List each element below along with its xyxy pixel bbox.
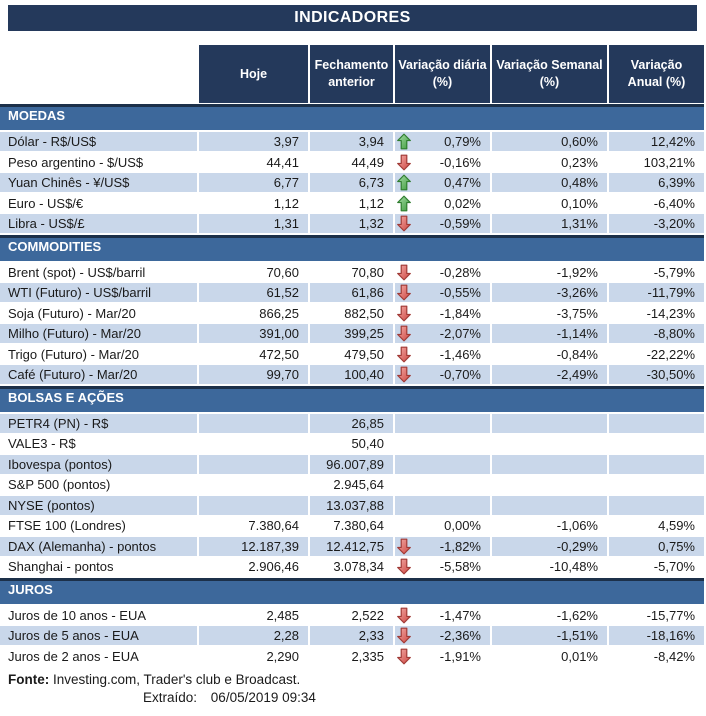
variacao-diaria-cell bbox=[395, 304, 490, 323]
hoje-value bbox=[199, 434, 308, 453]
indicator-label: Juros de 2 anos - EUA bbox=[0, 647, 197, 666]
variacao-diaria-value: -1,84% bbox=[439, 305, 481, 321]
indicator-label: Trigo (Futuro) - Mar/20 bbox=[0, 345, 197, 364]
source-line bbox=[0, 672, 706, 687]
variacao-diaria-value: -2,36% bbox=[439, 628, 481, 643]
variacao-diaria-value: -1,91% bbox=[439, 648, 481, 664]
down-arrow-icon bbox=[397, 366, 411, 383]
hoje-value: 391,00 bbox=[199, 324, 308, 343]
fechamento-anterior-value: 96.007,89 bbox=[310, 455, 393, 474]
fechamento-anterior-value: 26,85 bbox=[310, 414, 393, 433]
variacao-semanal-value: -3,26% bbox=[492, 283, 607, 302]
variacao-anual-value: -11,79% bbox=[609, 283, 704, 302]
fechamento-anterior-value: 1,12 bbox=[310, 194, 393, 213]
column-header-hoje bbox=[199, 45, 308, 103]
variacao-diaria-cell bbox=[395, 516, 490, 535]
fechamento-anterior-value: 6,73 bbox=[310, 173, 393, 192]
indicator-label: Shanghai - pontos bbox=[0, 557, 197, 576]
variacao-anual-value: -30,50% bbox=[609, 365, 704, 384]
hoje-value bbox=[199, 475, 308, 494]
variacao-semanal-value: -1,62% bbox=[492, 606, 607, 625]
fechamento-anterior-value: 50,40 bbox=[310, 434, 393, 453]
hoje-value: 2.906,46 bbox=[199, 557, 308, 576]
variacao-semanal-value: -0,29% bbox=[492, 537, 607, 556]
indicator-row bbox=[0, 153, 704, 172]
variacao-anual-value bbox=[609, 496, 704, 515]
fechamento-anterior-value: 44,49 bbox=[310, 153, 393, 172]
down-arrow-icon bbox=[397, 284, 411, 301]
indicator-row bbox=[0, 626, 704, 645]
down-arrow-icon bbox=[397, 215, 411, 232]
extracted-label: Extraído: bbox=[143, 689, 198, 705]
hoje-value: 472,50 bbox=[199, 345, 308, 364]
hoje-value: 2,28 bbox=[199, 626, 308, 645]
variacao-diaria-cell bbox=[395, 626, 490, 645]
variacao-semanal-value: -1,92% bbox=[492, 263, 607, 282]
fechamento-anterior-value: 13.037,88 bbox=[310, 496, 393, 515]
fechamento-anterior-value: 399,25 bbox=[310, 324, 393, 343]
variacao-semanal-value: -3,75% bbox=[492, 304, 607, 323]
variacao-diaria-value: 0,00% bbox=[444, 518, 481, 533]
variacao-diaria-value: -0,59% bbox=[439, 216, 481, 231]
variacao-anual-value bbox=[609, 434, 704, 453]
hoje-value: 1,31 bbox=[199, 214, 308, 233]
indicator-label: Juros de 10 anos - EUA bbox=[0, 606, 197, 625]
variacao-semanal-value: -1,14% bbox=[492, 324, 607, 343]
fechamento-anterior-value: 2,335 bbox=[310, 647, 393, 666]
indicator-row bbox=[0, 455, 704, 474]
indicator-label: NYSE (pontos) bbox=[0, 496, 197, 515]
variacao-diaria-cell bbox=[395, 324, 490, 343]
indicator-label: WTI (Futuro) - US$/barril bbox=[0, 283, 197, 302]
variacao-diaria-value: 0,02% bbox=[444, 195, 481, 211]
column-header-label: Fechamento bbox=[314, 58, 389, 73]
section-header-moedas: MOEDAS bbox=[0, 104, 704, 130]
fechamento-anterior-value: 3,94 bbox=[310, 132, 393, 151]
indicator-label: FTSE 100 (Londres) bbox=[0, 516, 197, 535]
fechamento-anterior-value: 1,32 bbox=[310, 214, 393, 233]
hoje-value bbox=[199, 496, 308, 515]
indicator-label: DAX (Alemanha) - pontos bbox=[0, 537, 197, 556]
fechamento-anterior-value: 882,50 bbox=[310, 304, 393, 323]
indicators-table bbox=[0, 45, 704, 666]
variacao-anual-value: -8,42% bbox=[609, 647, 704, 666]
hoje-value: 70,60 bbox=[199, 263, 308, 282]
source-label: Fonte: bbox=[8, 671, 50, 687]
column-header-variacao-diaria: Variação diária (%) bbox=[395, 45, 490, 103]
fechamento-anterior-value: 479,50 bbox=[310, 345, 393, 364]
indicator-row bbox=[0, 537, 704, 556]
variacao-diaria-value: -5,58% bbox=[439, 559, 481, 574]
hoje-value bbox=[199, 414, 308, 433]
indicator-label: Ibovespa (pontos) bbox=[0, 455, 197, 474]
variacao-semanal-value: 0,01% bbox=[492, 647, 607, 666]
indicator-row bbox=[0, 173, 704, 192]
variacao-anual-value: 103,21% bbox=[609, 153, 704, 172]
up-arrow-icon bbox=[397, 133, 411, 150]
variacao-anual-value: -14,23% bbox=[609, 304, 704, 323]
fechamento-anterior-value: 2.945,64 bbox=[310, 475, 393, 494]
table-body bbox=[0, 104, 704, 666]
variacao-diaria-value: -1,46% bbox=[439, 346, 481, 362]
indicator-label: Dólar - R$/US$ bbox=[0, 132, 197, 151]
hoje-value: 1,12 bbox=[199, 194, 308, 213]
fechamento-anterior-value: 2,522 bbox=[310, 606, 393, 625]
variacao-semanal-value: 0,48% bbox=[492, 173, 607, 192]
variacao-anual-value: 0,75% bbox=[609, 537, 704, 556]
variacao-diaria-value: 0,79% bbox=[444, 134, 481, 149]
variacao-semanal-value: -2,49% bbox=[492, 365, 607, 384]
variacao-diaria-cell bbox=[395, 537, 490, 556]
fechamento-anterior-value: 3.078,34 bbox=[310, 557, 393, 576]
down-arrow-icon bbox=[397, 607, 411, 624]
variacao-diaria-cell bbox=[395, 283, 490, 302]
indicator-row bbox=[0, 516, 704, 535]
hoje-value: 3,97 bbox=[199, 132, 308, 151]
variacao-semanal-value bbox=[492, 475, 607, 494]
variacao-diaria-cell bbox=[395, 263, 490, 282]
down-arrow-icon bbox=[397, 538, 411, 555]
variacao-diaria-value: 0,47% bbox=[444, 175, 481, 190]
variacao-semanal-value: 0,10% bbox=[492, 194, 607, 213]
fechamento-anterior-value: 7.380,64 bbox=[310, 516, 393, 535]
fechamento-anterior-value: 61,86 bbox=[310, 283, 393, 302]
variacao-anual-value: 6,39% bbox=[609, 173, 704, 192]
indicator-row bbox=[0, 557, 704, 576]
hoje-value: 12.187,39 bbox=[199, 537, 308, 556]
indicator-label: Juros de 5 anos - EUA bbox=[0, 626, 197, 645]
hoje-value: 6,77 bbox=[199, 173, 308, 192]
indicator-row bbox=[0, 214, 704, 233]
variacao-diaria-value: -0,55% bbox=[439, 285, 481, 300]
column-header-variacao-semanal: Variação Semanal (%) bbox=[492, 45, 607, 103]
indicator-row bbox=[0, 324, 704, 343]
variacao-anual-value bbox=[609, 455, 704, 474]
variacao-semanal-value bbox=[492, 414, 607, 433]
variacao-diaria-value: -0,70% bbox=[439, 367, 481, 382]
up-arrow-icon bbox=[397, 195, 411, 212]
report-title: INDICADORES bbox=[8, 5, 697, 31]
variacao-semanal-value bbox=[492, 496, 607, 515]
down-arrow-icon bbox=[397, 325, 411, 342]
indicator-row bbox=[0, 365, 704, 384]
section-header-juros: JUROS bbox=[0, 578, 704, 604]
down-arrow-icon bbox=[397, 346, 411, 363]
variacao-anual-value: -3,20% bbox=[609, 214, 704, 233]
variacao-anual-value: -22,22% bbox=[609, 345, 704, 364]
variacao-diaria-cell bbox=[395, 132, 490, 151]
indicator-row bbox=[0, 606, 704, 625]
fechamento-anterior-value: 12.412,75 bbox=[310, 537, 393, 556]
variacao-diaria-cell bbox=[395, 557, 490, 576]
indicator-label: Soja (Futuro) - Mar/20 bbox=[0, 304, 197, 323]
indicator-label: Euro - US$/€ bbox=[0, 194, 197, 213]
down-arrow-icon bbox=[397, 154, 411, 171]
indicator-label: Café (Futuro) - Mar/20 bbox=[0, 365, 197, 384]
hoje-value: 61,52 bbox=[199, 283, 308, 302]
variacao-semanal-value: -1,06% bbox=[492, 516, 607, 535]
indicator-row bbox=[0, 283, 704, 302]
indicator-row bbox=[0, 132, 704, 151]
variacao-anual-value: 4,59% bbox=[609, 516, 704, 535]
variacao-diaria-value: -0,16% bbox=[439, 154, 481, 170]
column-header-row bbox=[0, 45, 704, 103]
column-header-label: Variação Semanal bbox=[496, 58, 603, 73]
variacao-diaria-value: -1,82% bbox=[439, 538, 481, 554]
down-arrow-icon bbox=[397, 627, 411, 644]
down-arrow-icon bbox=[397, 264, 411, 281]
report-footer bbox=[0, 672, 706, 705]
section-header-commodities: COMMODITIES bbox=[0, 235, 704, 261]
indicator-label: Milho (Futuro) - Mar/20 bbox=[0, 324, 197, 343]
variacao-anual-value bbox=[609, 475, 704, 494]
variacao-diaria-cell bbox=[395, 496, 490, 515]
variacao-anual-value: -15,77% bbox=[609, 606, 704, 625]
down-arrow-icon bbox=[397, 305, 411, 322]
hoje-value: 2,485 bbox=[199, 606, 308, 625]
extracted-line bbox=[0, 690, 706, 705]
hoje-value: 2,290 bbox=[199, 647, 308, 666]
column-header-fechamento-anterior: Fechamento anterior bbox=[310, 45, 393, 103]
section-header-bolsas-e-acoes: BOLSAS E AÇÕES bbox=[0, 386, 704, 412]
variacao-diaria-cell bbox=[395, 345, 490, 364]
indicator-label: Yuan Chinês - ¥/US$ bbox=[0, 173, 197, 192]
variacao-anual-value: -5,79% bbox=[609, 263, 704, 282]
column-header-label: Hoje bbox=[239, 66, 268, 81]
variacao-diaria-cell bbox=[395, 173, 490, 192]
indicator-row bbox=[0, 194, 704, 213]
variacao-semanal-value: 1,31% bbox=[492, 214, 607, 233]
variacao-diaria-cell bbox=[395, 606, 490, 625]
fechamento-anterior-value: 100,40 bbox=[310, 365, 393, 384]
indicator-row bbox=[0, 345, 704, 364]
variacao-diaria-cell bbox=[395, 194, 490, 213]
hoje-value: 99,70 bbox=[199, 365, 308, 384]
variacao-diaria-value: -0,28% bbox=[439, 264, 481, 280]
column-header-label: Variação bbox=[630, 58, 683, 73]
indicator-label: PETR4 (PN) - R$ bbox=[0, 414, 197, 433]
indicator-row bbox=[0, 434, 704, 453]
indicator-label: Brent (spot) - US$/barril bbox=[0, 263, 197, 282]
hoje-value bbox=[199, 455, 308, 474]
variacao-diaria-cell bbox=[395, 434, 490, 453]
header-spacer bbox=[0, 45, 197, 103]
hoje-value: 7.380,64 bbox=[199, 516, 308, 535]
column-header-variacao-anual: Variação Anual (%) bbox=[609, 45, 704, 103]
variacao-anual-value: -5,70% bbox=[609, 557, 704, 576]
hoje-value: 44,41 bbox=[199, 153, 308, 172]
variacao-semanal-value: -1,51% bbox=[492, 626, 607, 645]
variacao-diaria-value: -1,47% bbox=[439, 607, 481, 623]
variacao-diaria-cell bbox=[395, 647, 490, 666]
variacao-semanal-value: 0,23% bbox=[492, 153, 607, 172]
variacao-semanal-value: -0,84% bbox=[492, 345, 607, 364]
variacao-anual-value bbox=[609, 414, 704, 433]
indicator-label: Libra - US$/£ bbox=[0, 214, 197, 233]
variacao-diaria-value: -2,07% bbox=[439, 326, 481, 341]
down-arrow-icon bbox=[397, 648, 411, 665]
indicator-row bbox=[0, 414, 704, 433]
variacao-anual-value: 12,42% bbox=[609, 132, 704, 151]
indicator-label: Peso argentino - $/US$ bbox=[0, 153, 197, 172]
variacao-semanal-value: 0,60% bbox=[492, 132, 607, 151]
fechamento-anterior-value: 2,33 bbox=[310, 626, 393, 645]
fechamento-anterior-value: 70,80 bbox=[310, 263, 393, 282]
indicator-label: VALE3 - R$ bbox=[0, 434, 197, 453]
variacao-semanal-value: -10,48% bbox=[492, 557, 607, 576]
variacao-semanal-value bbox=[492, 434, 607, 453]
indicator-label: S&P 500 (pontos) bbox=[0, 475, 197, 494]
indicator-row bbox=[0, 647, 704, 666]
variacao-diaria-cell bbox=[395, 455, 490, 474]
indicator-row bbox=[0, 496, 704, 515]
indicator-row bbox=[0, 304, 704, 323]
up-arrow-icon bbox=[397, 174, 411, 191]
variacao-anual-value: -18,16% bbox=[609, 626, 704, 645]
variacao-diaria-cell bbox=[395, 475, 490, 494]
source-text: Investing.com, Trader's club e Broadcast. bbox=[53, 671, 301, 687]
down-arrow-icon bbox=[397, 558, 411, 575]
variacao-diaria-cell bbox=[395, 153, 490, 172]
indicator-row bbox=[0, 475, 704, 494]
variacao-anual-value: -8,80% bbox=[609, 324, 704, 343]
variacao-anual-value: -6,40% bbox=[609, 194, 704, 213]
hoje-value: 866,25 bbox=[199, 304, 308, 323]
variacao-diaria-cell bbox=[395, 214, 490, 233]
indicator-row bbox=[0, 263, 704, 282]
variacao-diaria-cell bbox=[395, 365, 490, 384]
variacao-diaria-cell bbox=[395, 414, 490, 433]
column-header-label: Variação diária bbox=[398, 58, 487, 73]
variacao-semanal-value bbox=[492, 455, 607, 474]
extracted-timestamp: 06/05/2019 09:34 bbox=[210, 689, 316, 705]
